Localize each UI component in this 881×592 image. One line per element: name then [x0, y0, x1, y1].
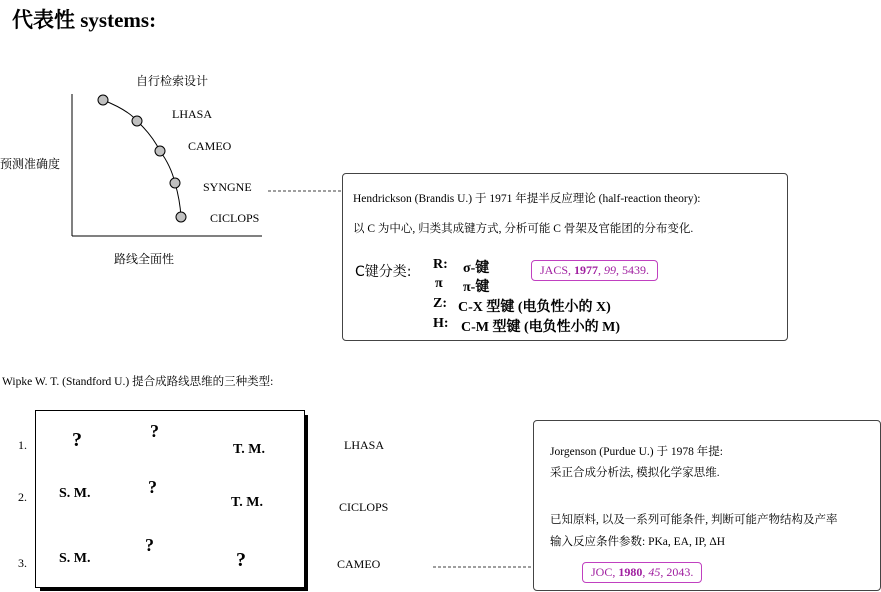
bond-key-r: R:: [433, 257, 448, 272]
jacs-reference: JACS, 1977, 99, 5439.: [531, 260, 658, 281]
curve-point: [176, 212, 186, 222]
bond-key-pi: π: [435, 276, 443, 291]
joc-reference: JOC, 1980, 45, 2043.: [582, 562, 702, 583]
jorgenson-line2: 采正合成分析法, 模拟化学家思维.: [550, 467, 720, 479]
hendrickson-line1: Hendrickson (Brandis U.) 于 1971 年提半反应理论 (half-reaction theory):: [353, 193, 701, 205]
wipke-system-cameo: CAMEO: [337, 557, 381, 571]
row3-arrow-label: ?: [145, 535, 154, 555]
row-number-2: 2.: [18, 490, 27, 504]
page-title: 代表性 systems:: [12, 8, 157, 32]
row2-start: S. M.: [59, 486, 91, 501]
system-label-ciclops: CICLOPS: [210, 211, 260, 225]
curve-point: [98, 95, 108, 105]
wipke-box: [35, 410, 305, 588]
top-axis-label: 自行检索设计: [136, 74, 209, 88]
hendrickson-box: [342, 173, 788, 341]
wipke-intro: Wipke W. T. (Standford U.) 提合成路线思维的三种类型:: [2, 376, 274, 388]
wipke-system-lhasa: LHASA: [344, 438, 385, 452]
system-label-cameo: CAMEO: [188, 139, 232, 153]
c-bond-classification-label: C键分类:: [355, 264, 412, 280]
row-number-3: 3.: [18, 556, 27, 570]
row3-end: ?: [236, 549, 246, 571]
bond-key-h: H:: [433, 316, 449, 331]
row1-start: ?: [72, 429, 82, 451]
jorgenson-line3: 已知原料, 以及一系列可能条件, 判断可能产物结构及产率: [550, 514, 838, 526]
row1-arrow-label: ?: [150, 421, 159, 441]
y-axis-label: 预测准确度: [0, 157, 61, 171]
jorgenson-line1: Jorgenson (Purdue U.) 于 1978 年提:: [550, 446, 723, 458]
row1-end: T. M.: [233, 442, 266, 457]
curve-point: [132, 116, 142, 126]
system-label-syngne: SYNGNE: [203, 180, 252, 194]
bond-value-z: C-X 型键 (电负性小的 X): [458, 300, 611, 315]
bond-value-r: σ-键: [463, 261, 490, 276]
row2-arrow-label: ?: [148, 477, 157, 497]
system-label-lhasa: LHASA: [172, 107, 213, 121]
curve-point: [170, 178, 180, 188]
jorgenson-box: [533, 420, 881, 591]
systems-curve: [103, 100, 181, 217]
x-axis-label: 路线全面性: [114, 252, 175, 266]
wipke-system-ciclops: CICLOPS: [339, 500, 389, 514]
row3-start: S. M.: [59, 551, 91, 566]
hendrickson-line2: 以 C 为中心, 归类其成键方式, 分析可能 C 骨架及官能团的分布变化.: [353, 223, 694, 235]
bond-value-h: C-M 型键 (电负性小的 M): [461, 320, 621, 335]
row2-end: T. M.: [231, 495, 264, 510]
bond-key-z: Z:: [433, 296, 447, 311]
bond-value-pi: π-键: [463, 280, 490, 295]
curve-point: [155, 146, 165, 156]
row-number-1: 1.: [18, 438, 27, 452]
jorgenson-line4: 输入反应条件参数: PKa, EA, IP, ΔH: [550, 536, 726, 548]
